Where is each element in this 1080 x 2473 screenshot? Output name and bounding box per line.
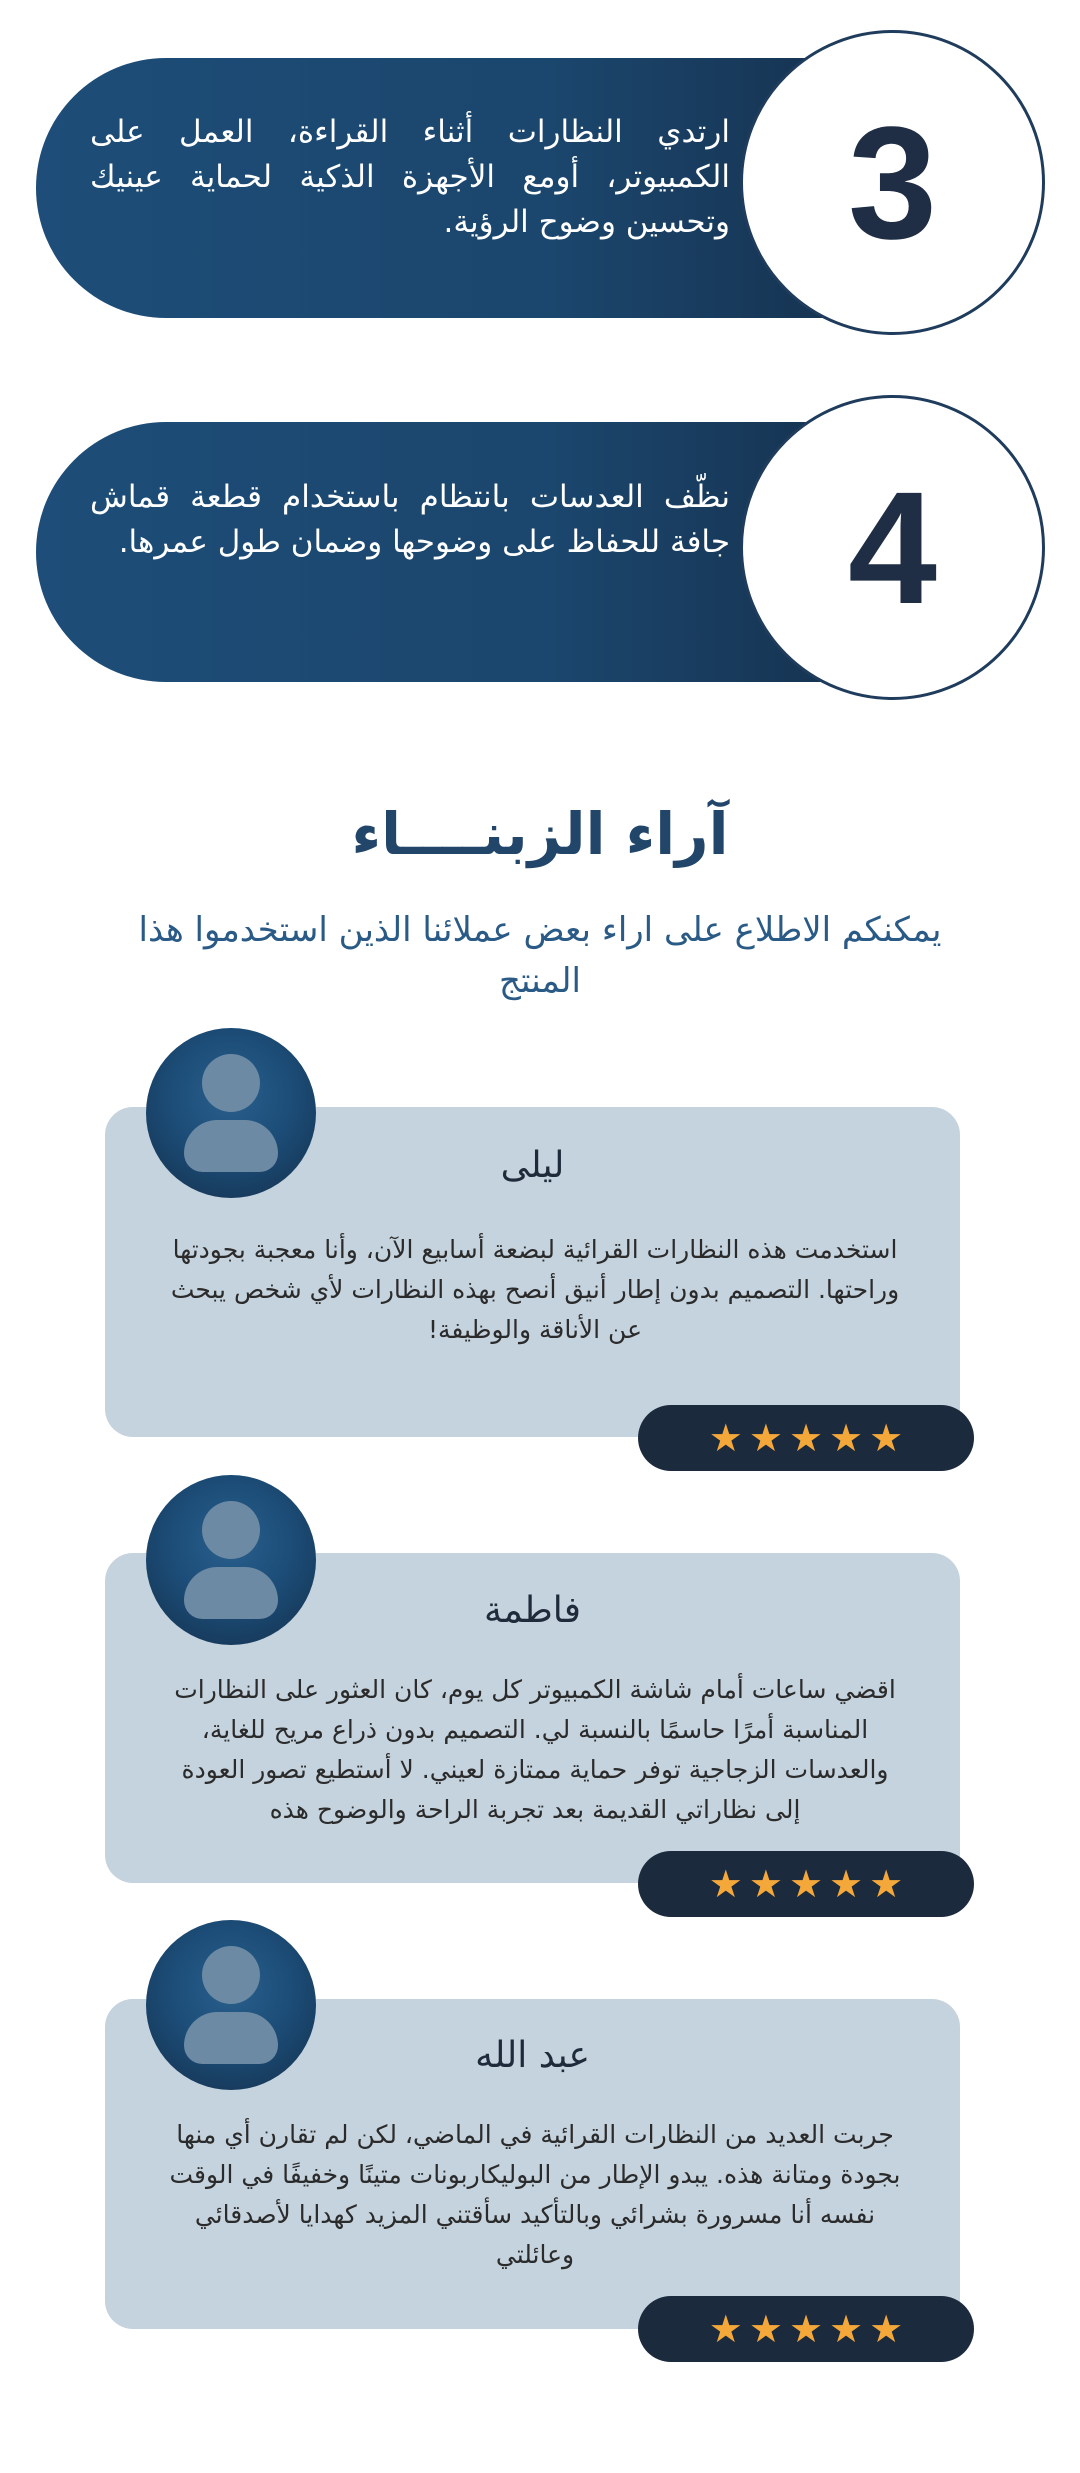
star-icon: ★ <box>708 2307 743 2351</box>
tip-number: 3 <box>848 92 937 272</box>
star-icon: ★ <box>788 1862 824 1906</box>
star-icon: ★ <box>788 2307 824 2351</box>
reviews-subtitle: يمكنكم الاطلاع على اراء بعض عملائنا الذين استخدموا هذا المنتج <box>138 910 942 1001</box>
review-text: جربت العديد من النظارات القرائية في الماضي، لكن لم تقارن أي منها بجودة ومتانة هذه. يبدو الإطار من البوليكاربونات متينًا وخفيفًا في الوقت نفسه أنا مسرورة بشرائي وبالتأكيد سأقتني المزيد كهدايا لأصدقائي وعائلتي <box>169 2120 901 2269</box>
star-icon: ★ <box>829 1416 864 1460</box>
reviewer-name: ليلى <box>500 1145 565 1186</box>
star-icon: ★ <box>748 1862 783 1906</box>
star-icon: ★ <box>869 1416 904 1460</box>
avatar-head <box>202 1054 260 1112</box>
tip-text: ارتدي النظارات أثناء القراءة، العمل على الكمبيوتر، أومع الأجهزة الذكية لحماية عينيك وتحسين وضوح الرؤية. <box>90 114 730 240</box>
star-icon: ★ <box>748 2307 783 2351</box>
tip-number: 4 <box>848 457 937 637</box>
review-text: اقضي ساعات أمام شاشة الكمبيوتر كل يوم، كان العثور على النظارات المناسبة أمرًا حاسمًا بالنسبة لي. التصميم بدون ذراع مريح للغاية، والعدسات الزجاجية توفر حماية ممتازة لعيني. لا أستطيع تصور العودة إلى نظاراتي القديمة بعد تجربة الراحة والوضوح هذه <box>174 1675 896 1824</box>
reviews-title: آراء الزبنــــاء <box>351 800 729 868</box>
tip-text: نظّف العدسات بانتظام باستخدام قطعة قماش جافة للحفاظ على وضوحها وضمان طول عمرها. <box>90 479 730 560</box>
star-rating <box>638 2296 974 2362</box>
review-text: استخدمت هذه النظارات القرائية لبضعة أسابيع الآن، وأنا معجبة بجودتها وراحتها. التصميم بدون إطار أنيق أنصح بهذه النظارات لأي شخص يبحث عن الأناقة والوظيفة! <box>170 1235 900 1344</box>
star-icon: ★ <box>708 1862 743 1906</box>
star-icon: ★ <box>708 1416 743 1460</box>
star-rating <box>638 1405 974 1471</box>
star-icon: ★ <box>829 1862 864 1906</box>
star-icon: ★ <box>748 1416 783 1460</box>
star-icon: ★ <box>869 2307 904 2351</box>
reviewer-name: فاطمة <box>484 1590 581 1631</box>
star-icon: ★ <box>829 2307 864 2351</box>
avatar-head <box>202 1946 260 2004</box>
reviewer-name: عبد الله <box>475 2035 590 2076</box>
star-icon: ★ <box>788 1416 824 1460</box>
star-icon: ★ <box>869 1862 904 1906</box>
star-rating <box>638 1851 974 1917</box>
avatar-head <box>202 1501 260 1559</box>
